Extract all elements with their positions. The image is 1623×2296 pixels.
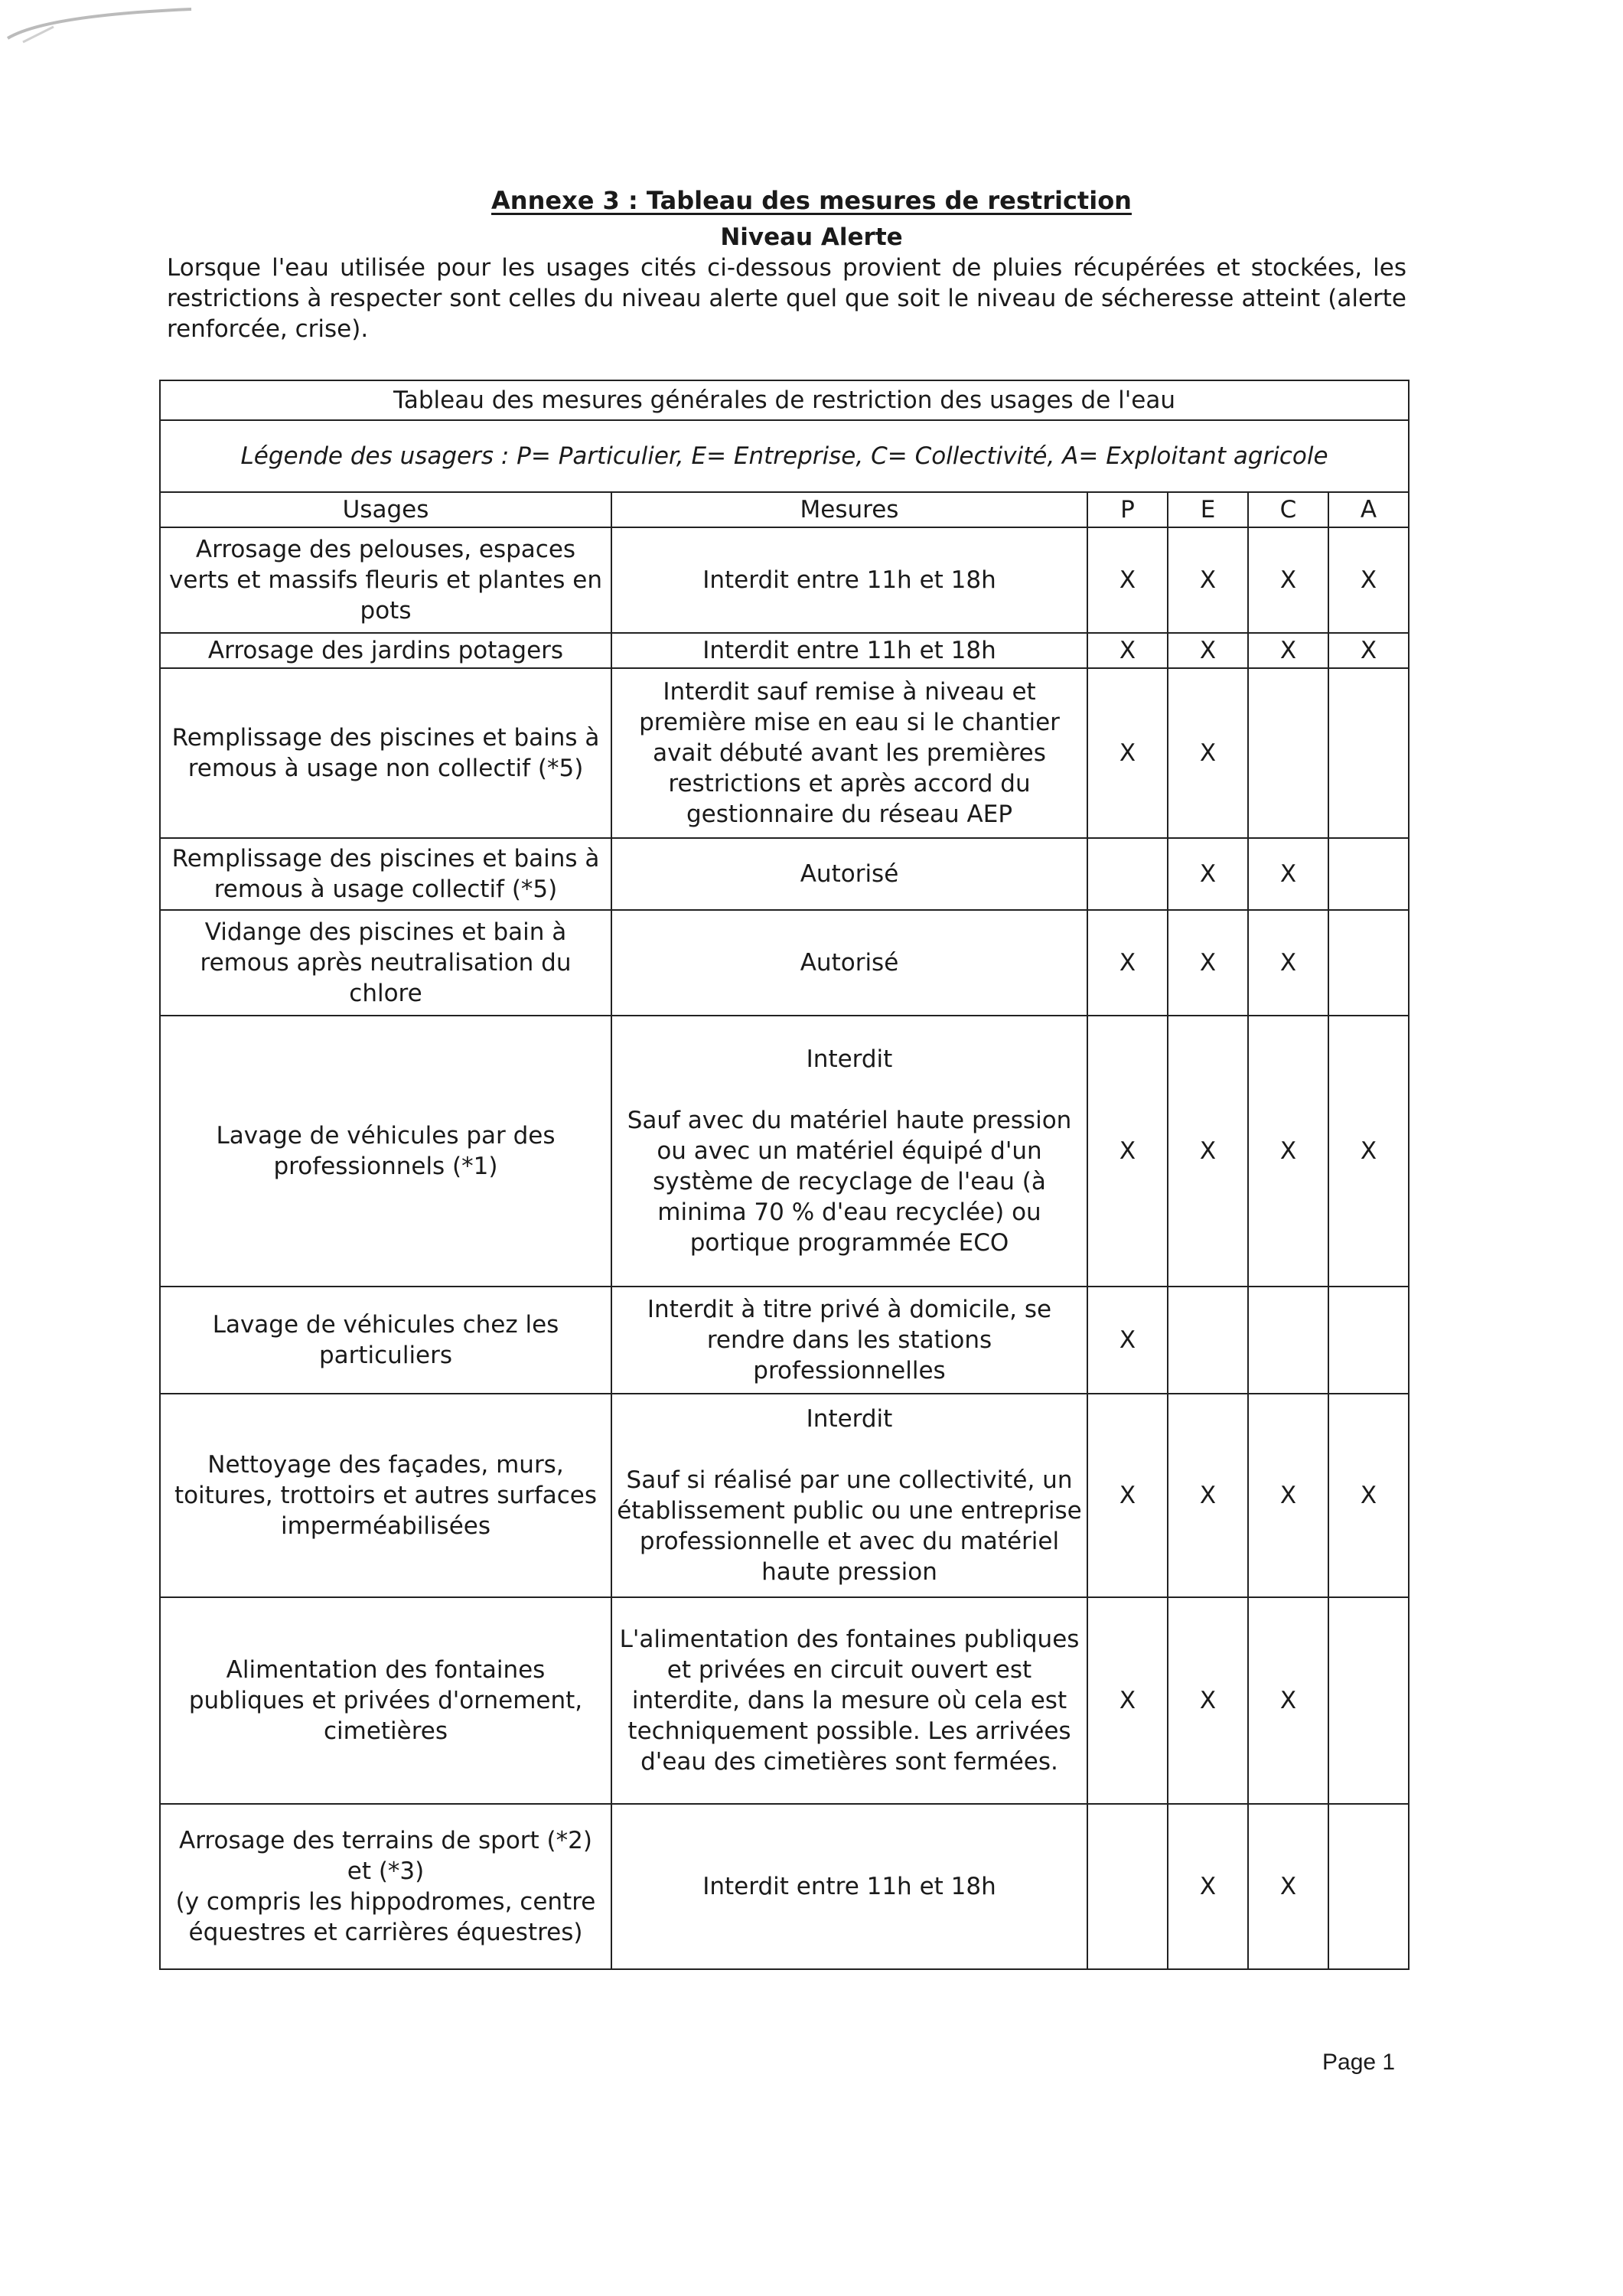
mark-a [1328, 668, 1409, 838]
mark-a: X [1328, 527, 1409, 633]
mark-e: X [1168, 527, 1248, 633]
mark-e: X [1168, 1597, 1248, 1804]
usage-cell: Remplissage des piscines et bains à remous à usage collectif (*5) [160, 838, 611, 910]
mark-c: X [1248, 1016, 1328, 1287]
usage-cell: Alimentation des fontaines publiques et privées d'ornement, cimetières [160, 1597, 611, 1804]
usage-cell: Lavage de véhicules par des professionnels (*1) [160, 1016, 611, 1287]
header-usages: Usages [160, 492, 611, 527]
table-row [160, 1804, 1409, 1969]
mark-a [1328, 1287, 1409, 1394]
usage-cell: Arrosage des pelouses, espaces verts et massifs fleuris et plantes en pots [160, 527, 611, 633]
mesure-main: Interdit [806, 1405, 893, 1433]
page-subtitle: Niveau Alerte [720, 223, 903, 251]
mesure-cell: Interdit entre 11h et 18h [611, 633, 1087, 668]
mark-a [1328, 910, 1409, 1016]
mark-e: X [1168, 633, 1248, 668]
mark-p: X [1087, 1016, 1168, 1287]
header-c: C [1248, 492, 1328, 527]
mark-e: X [1168, 910, 1248, 1016]
mark-c: X [1248, 1394, 1328, 1597]
usage-main: Arrosage des terrains de sport (*2) et (*3) [179, 1827, 592, 1885]
header-p: P [1087, 492, 1168, 527]
table-legend: Légende des usagers : P= Particulier, E= Entreprise, C= Collectivité, A= Exploitant agricole [160, 420, 1409, 492]
restriction-table [159, 380, 1410, 1970]
mark-p: X [1087, 633, 1168, 668]
mesure-detail: Sauf avec du matériel haute pression ou avec un matériel équipé d'un système de recyclage de l'eau (à minima 70 % d'eau recyclée) ou portique programmée ECO [627, 1107, 1072, 1257]
mark-a: X [1328, 633, 1409, 668]
mesure-cell [611, 1394, 1087, 1597]
table-row [160, 1394, 1409, 1597]
page-title: Annexe 3 : Tableau des mesures de restriction [491, 186, 1132, 215]
table-title: Tableau des mesures générales de restriction des usages de l'eau [160, 380, 1409, 420]
mesure-cell: Interdit entre 11h et 18h [611, 1804, 1087, 1969]
table-row [160, 633, 1409, 668]
intro-paragraph: Lorsque l'eau utilisée pour les usages cités ci-dessous provient de pluies récupérées et stockées, les restrictions à respecter sont celles du niveau alerte quel que soit le niveau de sécheresse atteint (alerte renforcée, crise). [167, 254, 1406, 343]
header-e: E [1168, 492, 1248, 527]
mesure-main: Interdit [806, 1045, 893, 1073]
header-mesures: Mesures [611, 492, 1087, 527]
page-number: Page 1 [1322, 2050, 1396, 2075]
mark-a [1328, 838, 1409, 910]
mark-e [1168, 1287, 1248, 1394]
mark-c: X [1248, 633, 1328, 668]
mark-a [1328, 1597, 1409, 1804]
mark-a [1328, 1804, 1409, 1969]
mark-e: X [1168, 1394, 1248, 1597]
mark-a: X [1328, 1394, 1409, 1597]
mark-p: X [1087, 1394, 1168, 1597]
mesure-cell: Interdit entre 11h et 18h [611, 527, 1087, 633]
mark-c: X [1248, 838, 1328, 910]
table-row [160, 838, 1409, 910]
mark-p: X [1087, 1287, 1168, 1394]
mesure-cell [611, 1016, 1087, 1287]
mesure-detail: Sauf si réalisé par une collectivité, un établissement public ou une entreprise professionnelle et avec du matériel haute pression [617, 1466, 1082, 1586]
usage-cell [160, 1804, 611, 1969]
table-row [160, 527, 1409, 633]
mark-e: X [1168, 1804, 1248, 1969]
table-row [160, 668, 1409, 838]
mark-p: X [1087, 1597, 1168, 1804]
mesure-cell: Interdit à titre privé à domicile, se rendre dans les stations professionnelles [611, 1287, 1087, 1394]
usage-cell: Lavage de véhicules chez les particuliers [160, 1287, 611, 1394]
mark-p: X [1087, 910, 1168, 1016]
usage-cell: Arrosage des jardins potagers [160, 633, 611, 668]
table-row [160, 1287, 1409, 1394]
mark-p [1087, 838, 1168, 910]
scan-corner-mark [0, 0, 199, 46]
header-a: A [1328, 492, 1409, 527]
mark-p: X [1087, 527, 1168, 633]
mesure-cell: L'alimentation des fontaines publiques et privées en circuit ouvert est interdite, dans la mesure où cela est techniquement possible. Les arrivées d'eau des cimetières sont fermées. [611, 1597, 1087, 1804]
mark-c: X [1248, 1804, 1328, 1969]
table-row [160, 1016, 1409, 1287]
mesure-cell: Interdit sauf remise à niveau et première mise en eau si le chantier avait débuté avant les premières restrictions et après accord du gestionnaire du réseau AEP [611, 668, 1087, 838]
usage-cell: Vidange des piscines et bain à remous après neutralisation du chlore [160, 910, 611, 1016]
mark-c [1248, 668, 1328, 838]
usage-cell: Remplissage des piscines et bains à remous à usage non collectif (*5) [160, 668, 611, 838]
mark-e: X [1168, 668, 1248, 838]
usage-cell: Nettoyage des façades, murs, toitures, trottoirs et autres surfaces imperméabilisées [160, 1394, 611, 1597]
mesure-cell: Autorisé [611, 910, 1087, 1016]
mark-p: X [1087, 668, 1168, 838]
table-row [160, 910, 1409, 1016]
mark-c: X [1248, 910, 1328, 1016]
usage-detail: (y compris les hippodromes, centre équestres et carrières équestres) [175, 1888, 596, 1946]
table-row [160, 1597, 1409, 1804]
mark-a: X [1328, 1016, 1409, 1287]
mark-c: X [1248, 527, 1328, 633]
mark-p [1087, 1804, 1168, 1969]
mesure-cell: Autorisé [611, 838, 1087, 910]
mark-e: X [1168, 1016, 1248, 1287]
mark-c: X [1248, 1597, 1328, 1804]
mark-e: X [1168, 838, 1248, 910]
mark-c [1248, 1287, 1328, 1394]
